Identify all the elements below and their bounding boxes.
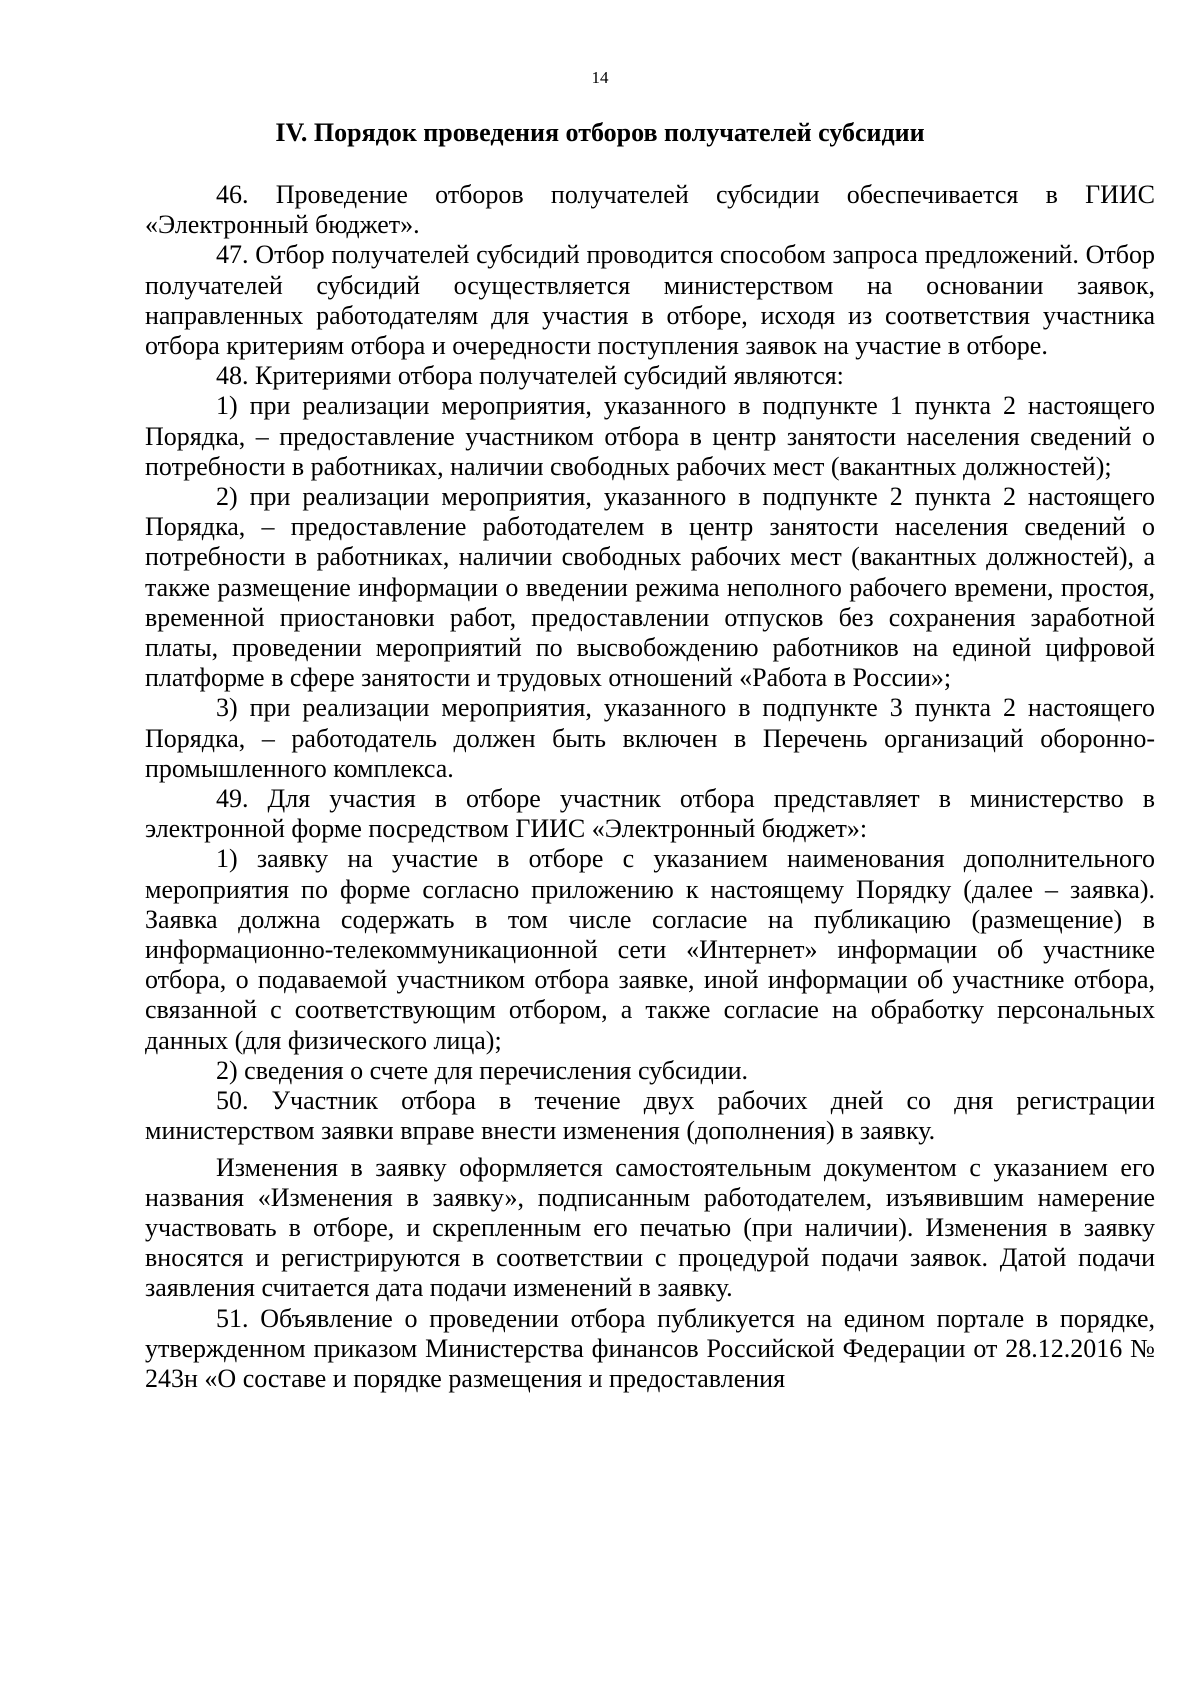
paragraph-47: 47. Отбор получателей субсидий проводится способом запроса предложений. Отбор получателей субсидий осуществляется министерством на основании заявок, направленных работодателям для участия в отборе, исходя из соответствия участника отбора критериям отбора и очередности поступления заявок на участие в отборе. — [145, 240, 1155, 361]
section-heading: IV. Порядок проведения отборов получателей субсидии — [275, 118, 925, 147]
paragraph-49: 49. Для участия в отборе участник отбора представляет в министерство в электронной форме посредством ГИИС «Электронный бюджет»: — [145, 784, 1155, 844]
paragraph-50-changes: Изменения в заявку оформляется самостоятельным документом с указанием его названия «Изменения в заявку», подписанным работодателем, изъявившим намерение участвовать в отборе, и скрепленным его печатью (при наличии). Изменения в заявку вносятся и регистрируются в соответствии с процедурой подачи заявок. Датой подачи заявления считается дата подачи изменений в заявку. — [145, 1152, 1155, 1303]
document-body — [145, 180, 1155, 1394]
paragraph-49-item-1: 1) заявку на участие в отборе с указанием наименования дополнительного мероприятия по форме согласно приложению к настоящему Порядку (далее – заявка). Заявка должна содержать в том числе согласие на публикацию (размещение) в информационно-телекоммуникационной сети «Интернет» информации об участнике отбора, о подаваемой участником отбора заявке, иной информации об участнике отбора, связанной с соответствующим отбором, а также согласие на обработку персональных данных (для физического лица); — [145, 844, 1155, 1055]
paragraph-51: 51. Объявление о проведении отбора публикуется на едином портале в порядке, утвержденном приказом Министерства финансов Российской Федерации от 28.12.2016 № 243н «О составе и порядке размещения и предоставления — [145, 1303, 1155, 1393]
paragraph-49-item-2: 2) сведения о счете для перечисления субсидии. — [216, 1055, 749, 1085]
paragraph-46: 46. Проведение отборов получателей субсидии обеспечивается в ГИИС «Электронный бюджет». — [145, 180, 1155, 240]
paragraph-48-item-2: 2) при реализации мероприятия, указанного в подпункте 2 пункта 2 настоящего Порядка, – предоставление работодателем в центр занятости населения сведений о потребности в работниках, наличии свободных рабочих мест (вакантных должностей), а также размещение информации о введении режима неполного рабочего времени, простоя, временной приостановки работ, предоставлении отпусков без сохранения заработной платы, проведении мероприятий по высвобождению работников на единой цифровой платформе в сфере занятости и трудовых отношений «Работа в России»; — [145, 482, 1155, 693]
page-number: 14 — [591, 68, 609, 87]
paragraph-48: 48. Критериями отбора получателей субсидий являются: — [216, 361, 844, 391]
paragraph-50: 50. Участник отбора в течение двух рабочих дней со дня регистрации министерством заявки вправе внести изменения (дополнения) в заявку. — [145, 1086, 1155, 1146]
paragraph-48-item-1: 1) при реализации мероприятия, указанного в подпункте 1 пункта 2 настоящего Порядка, – предоставление участником отбора в центр занятости населения сведений о потребности в работниках, наличии свободных рабочих мест (вакантных должностей); — [145, 391, 1155, 481]
paragraph-48-item-3: 3) при реализации мероприятия, указанного в подпункте 3 пункта 2 настоящего Порядка, – работодатель должен быть включен в Перечень организаций оборонно-промышленного комплекса. — [145, 693, 1155, 783]
